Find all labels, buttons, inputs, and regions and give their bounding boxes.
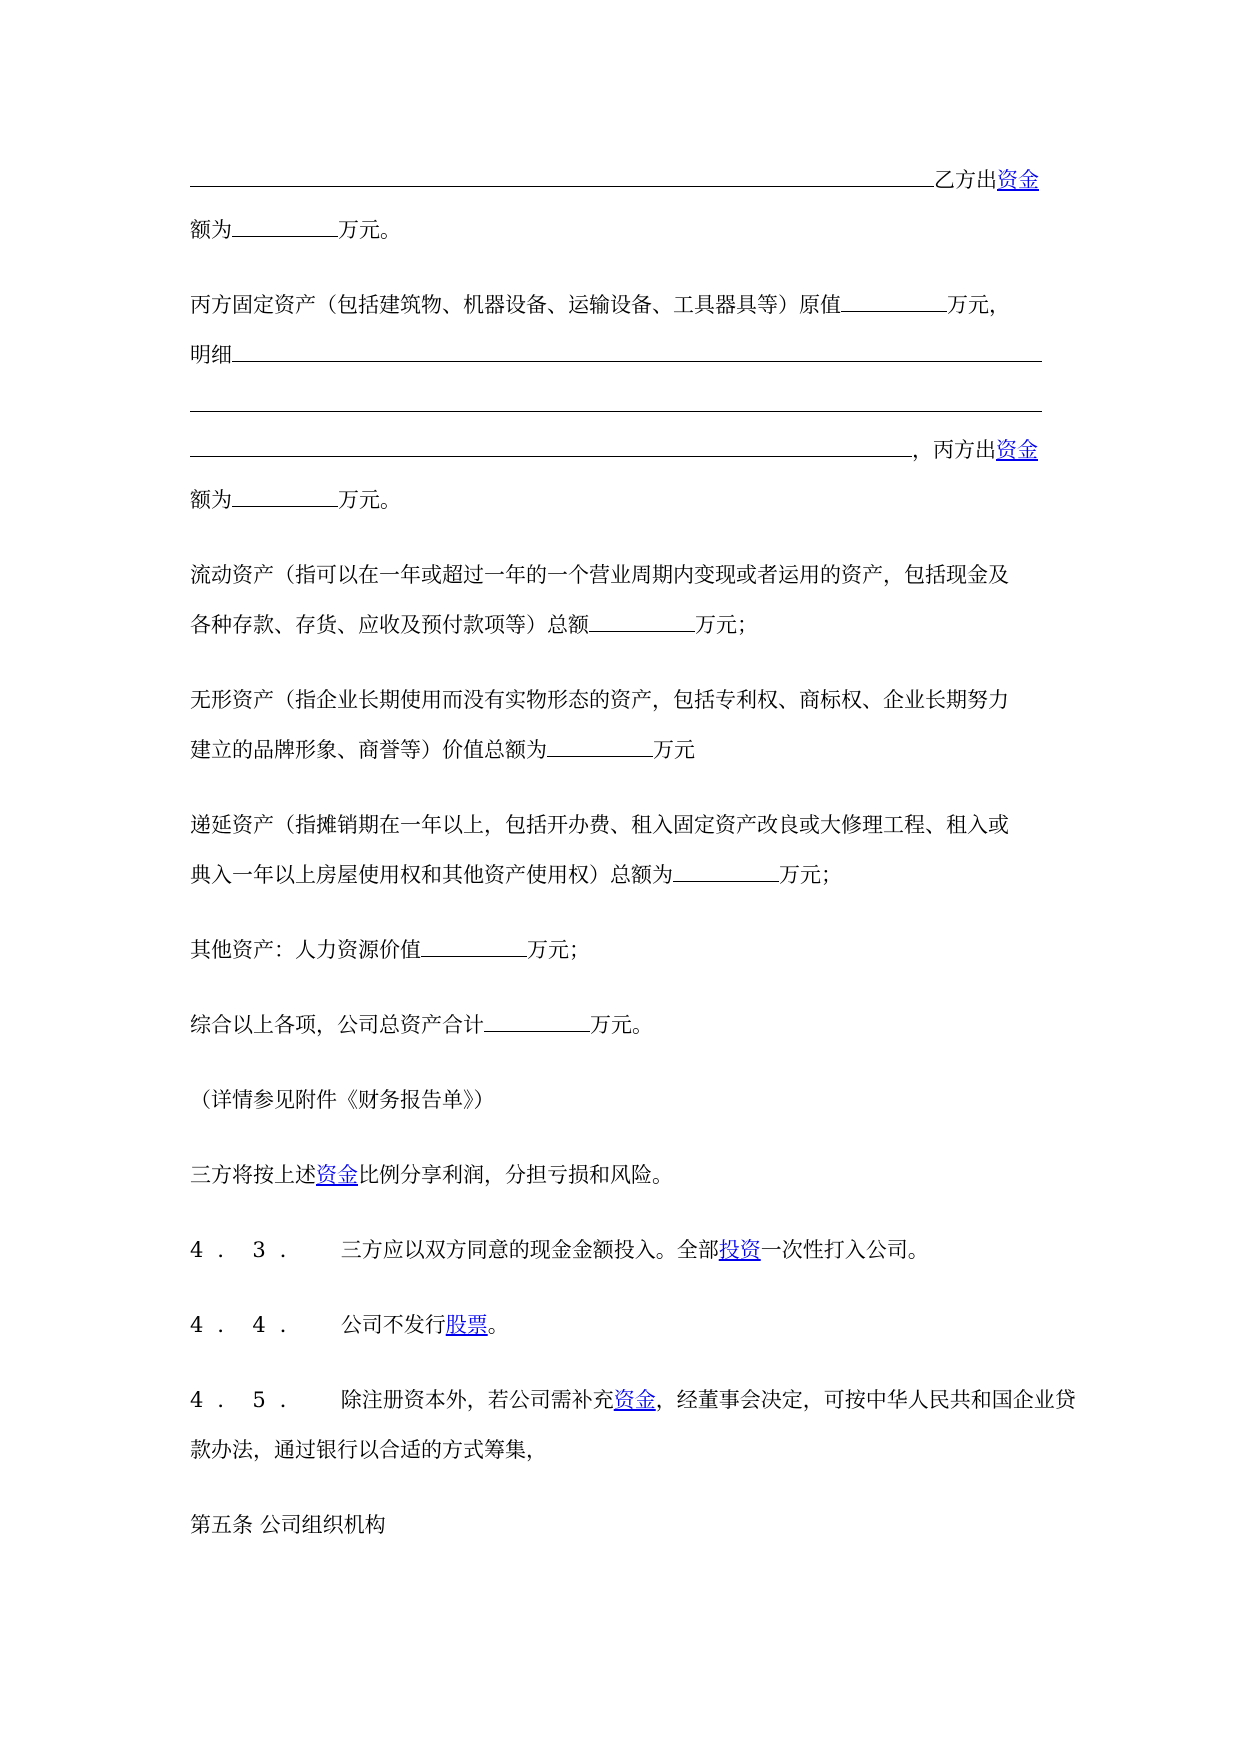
- fill-blank: [232, 486, 338, 507]
- text-span: 万元；: [695, 613, 758, 637]
- paragraph-line: [190, 340, 1042, 370]
- paragraph-line: [190, 1010, 653, 1040]
- paragraph-line: [190, 435, 1038, 465]
- capital-link[interactable]: 资金: [997, 168, 1039, 192]
- stock-link[interactable]: 股票: [445, 1313, 488, 1337]
- text-span: 各种存款、存货、应收及预付款项等）总额: [190, 613, 589, 637]
- text-span: 额为: [190, 488, 232, 512]
- text-span: 公司不发行: [340, 1313, 446, 1337]
- text-span: 除注册资本外，若公司需补充: [340, 1388, 614, 1412]
- text-span: 万元。: [590, 1013, 653, 1037]
- text-span: 万元；: [779, 863, 842, 887]
- text-span: 明细: [190, 343, 232, 367]
- fill-blank: [547, 736, 653, 757]
- paragraph-line: [190, 485, 401, 515]
- fill-blank: [589, 611, 695, 632]
- paragraph-line: [190, 165, 1039, 195]
- paragraph-line: 递延资产（指摊销期在一年以上，包括开办费、租入固定资产改良或大修理工程、租入或: [190, 813, 1009, 837]
- fill-blank: [190, 166, 934, 187]
- text-span: 万元。: [338, 488, 401, 512]
- paragraph-line: [190, 1235, 929, 1265]
- fill-blank: [190, 436, 912, 457]
- text-span: 万元，: [947, 293, 1010, 317]
- clause-number: 4．4．: [190, 1313, 315, 1337]
- text-span: 丙方固定资产（包括建筑物、机器设备、运输设备、工具器具等）原值: [190, 293, 841, 317]
- clause-number: 4．5．: [190, 1388, 315, 1412]
- section-heading: 第五条 公司组织机构: [190, 1513, 386, 1537]
- text-span: 额为: [190, 218, 232, 242]
- paragraph-line: [190, 735, 695, 765]
- fill-blank: [673, 861, 779, 882]
- paragraph-line: [190, 290, 1010, 320]
- text-span: 比例分享利润，分担亏损和风险。: [358, 1163, 673, 1187]
- text-span: 万元；: [527, 938, 590, 962]
- capital-link[interactable]: 资金: [613, 1388, 656, 1412]
- paragraph-line: [190, 1160, 673, 1190]
- paragraph-line: [190, 215, 401, 245]
- paragraph-line: [190, 1310, 509, 1340]
- text-span: ，经董事会决定，可按中华人民共和国企业贷: [655, 1388, 1076, 1412]
- text-span: 一次性打入公司。: [760, 1238, 929, 1262]
- paragraph-line: 款办法，通过银行以合适的方式筹集，: [190, 1438, 547, 1462]
- text-span: 。: [487, 1313, 509, 1337]
- fill-blank: [232, 216, 338, 237]
- text-span: 综合以上各项，公司总资产合计: [190, 1013, 484, 1037]
- text-span: 三方应以双方同意的现金金额投入。全部: [340, 1238, 719, 1262]
- paragraph-line: [190, 610, 758, 640]
- paragraph-line: 无形资产（指企业长期使用而没有实物形态的资产，包括专利权、商标权、企业长期努力: [190, 688, 1009, 712]
- clause-number: 4．3．: [190, 1238, 315, 1262]
- text-span: 万元。: [338, 218, 401, 242]
- paragraph-line: 流动资产（指可以在一年或超过一年的一个营业周期内变现或者运用的资产，包括现金及: [190, 563, 1009, 587]
- fill-blank: [190, 391, 1042, 412]
- text-span: 建立的品牌形象、商誉等）价值总额为: [190, 738, 547, 762]
- text-span: 三方将按上述: [190, 1163, 316, 1187]
- paragraph-line: [190, 390, 1042, 420]
- fill-blank: [484, 1011, 590, 1032]
- paragraph-line: [190, 860, 842, 890]
- fill-blank: [232, 341, 1042, 362]
- text-span: 典入一年以上房屋使用权和其他资产使用权）总额为: [190, 863, 673, 887]
- paragraph-line: [190, 1385, 1076, 1415]
- paragraph-line: [190, 935, 590, 965]
- text-span: ，丙方出: [912, 438, 996, 462]
- paragraph-line: （详情参见附件《财务报告单》）: [190, 1088, 495, 1112]
- fill-blank: [841, 291, 947, 312]
- investment-link[interactable]: 投资: [718, 1238, 761, 1262]
- capital-link[interactable]: 资金: [996, 438, 1038, 462]
- text-span: 其他资产：人力资源价值: [190, 938, 421, 962]
- text-span: 万元: [653, 738, 695, 762]
- text-span: 乙方出: [934, 168, 997, 192]
- fill-blank: [421, 936, 527, 957]
- capital-link[interactable]: 资金: [316, 1163, 358, 1187]
